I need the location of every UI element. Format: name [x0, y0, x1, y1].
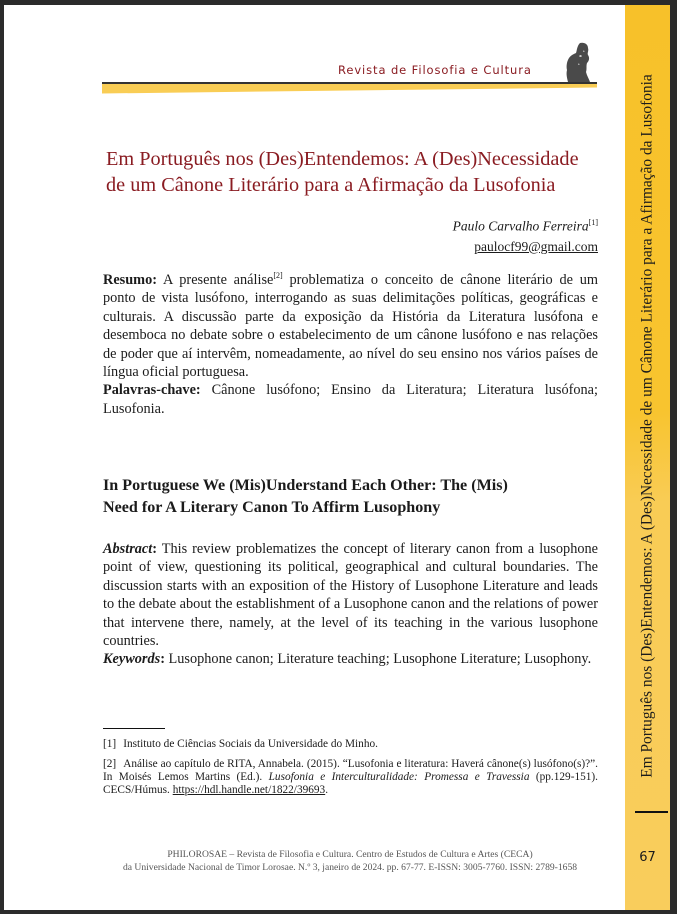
resumo-footnote-ref[interactable]: [2] [273, 271, 283, 281]
footer-line-1: PHILOROSAE – Revista de Filosofia e Cultura. Centro de Estudos de Cultura e Artes (CECA) [167, 849, 533, 860]
journal-name: Revista de Filosofia e Cultura [338, 63, 532, 77]
article-title-line-1: Em Português nos (Des)Entendemos: A (Des)Necessidade [106, 148, 579, 170]
document-page [4, 5, 670, 910]
header-yellow-band [102, 84, 597, 94]
sidebar-rule [635, 811, 668, 813]
footnote-1-text: Instituto de Ciências Sociais da Universidade do Minho. [123, 738, 378, 750]
author-footnote-ref[interactable]: [1] [588, 218, 598, 227]
footnote-2-number: [2] [103, 758, 117, 770]
abstract-label: Abstract [103, 541, 153, 557]
palavras-chave-paragraph [103, 381, 598, 418]
footer-line-2: da Universidade Nacional de Timor Lorosae. N.º 3, janeiro de 2024. pp. 67-77. E-ISSN: 3005-7760. ISSN: 2789-1658 [122, 862, 578, 873]
page-footer [90, 848, 610, 874]
keywords-label-colon: : [160, 651, 165, 668]
keywords-text: Lusophone canon; Literature teaching; Lusophone Literature; Lusophony. [164, 651, 592, 668]
palavras-chave-label: Palavras-chave: [103, 382, 201, 399]
keywords-label: Keywords [103, 651, 161, 668]
keywords-paragraph [103, 650, 598, 668]
abstract-label-colon: : [152, 541, 158, 557]
palavras-chave-text: Cânone lusófono; Ensino da Literatura; Literatura lusófona; Lusofonia. [103, 382, 598, 417]
thinker-statue-icon [562, 42, 592, 83]
page-number: 67 [639, 850, 656, 865]
english-title-line-2: Need for A Literary Canon To Affirm Lusophony [103, 498, 441, 516]
footnotes [103, 738, 598, 804]
abstract-section [103, 540, 598, 669]
resumo-text: problematiza o conceito de cânone literário de um ponto de vista lusófono, interrogando as suas delimitações políticas, geográficas e culturais. A discussão parte da exposição da História da Literatura lusófona e desemboca no debate sobre o estabelecimento de um cânone lusófono e nas relações de poder que aí intervêm, nomeadamente, ao nível do seu ensino nos vários países de língua oficial portuguesa. [103, 272, 598, 381]
abstract-text: This review problematizes the concept of literary canon from a lusophone point of view, questioning its political, geographical and cultural boundaries. The discussion starts with an exposition of the History of Lusophone Literature and leads to the debate about the establishment of a Lusophone canon and the relations of power that intervene there, namely, at the level of its teaching in the various lusophone countries. [103, 541, 598, 650]
right-sidebar [625, 5, 670, 910]
author-block [453, 213, 598, 257]
sidebar-running-title-text: Em Português nos (Des)Entendemos: A (Des)Necessidade de um Cânone Literário para a Afirmação da Lusofonia [638, 74, 656, 778]
resumo-label: Resumo: [103, 272, 158, 288]
author-email-link[interactable]: paulocf99@gmail.com [474, 238, 598, 254]
author-name: Paulo Carvalho Ferreira [452, 218, 589, 234]
footnote-2-text: Análise ao capítulo de RITA, Annabela. (2015). “Lusofonia e literatura: Haverá cânone(s) lusófono(s)?”. In Moisés Lemos Martins (Ed.). [103, 758, 598, 783]
footnote-2-handle-link[interactable]: https://hdl.handle.net/1822/39693 [172, 784, 326, 796]
abstract-paragraph [103, 540, 598, 650]
footnote-1-number: [1] [103, 738, 117, 750]
header-rule [102, 82, 597, 84]
author-line [453, 213, 598, 237]
footnote-separator [103, 728, 165, 729]
footnote-2-pages: (pp.129-151). CECS/Húmus. [103, 771, 598, 796]
resumo-section [103, 271, 598, 418]
article-title-line-2: de um Cânone Literário para a Afirmação da Lusofonia [106, 174, 556, 196]
footnote-2-book-title: Lusofonia e Interculturalidade: Promessa e Travessia [268, 771, 530, 783]
footnote-1 [103, 738, 598, 751]
article-title [106, 146, 606, 198]
resumo-paragraph [103, 271, 598, 381]
english-title-line-1: In Portuguese We (Mis)Understand Each Other: The (Mis) [103, 477, 508, 494]
english-title [103, 475, 603, 518]
footnote-2 [103, 758, 598, 797]
resumo-text-start: A presente análise [157, 272, 274, 288]
sidebar-running-title [625, 70, 670, 782]
footnote-2-end: . [325, 784, 329, 796]
